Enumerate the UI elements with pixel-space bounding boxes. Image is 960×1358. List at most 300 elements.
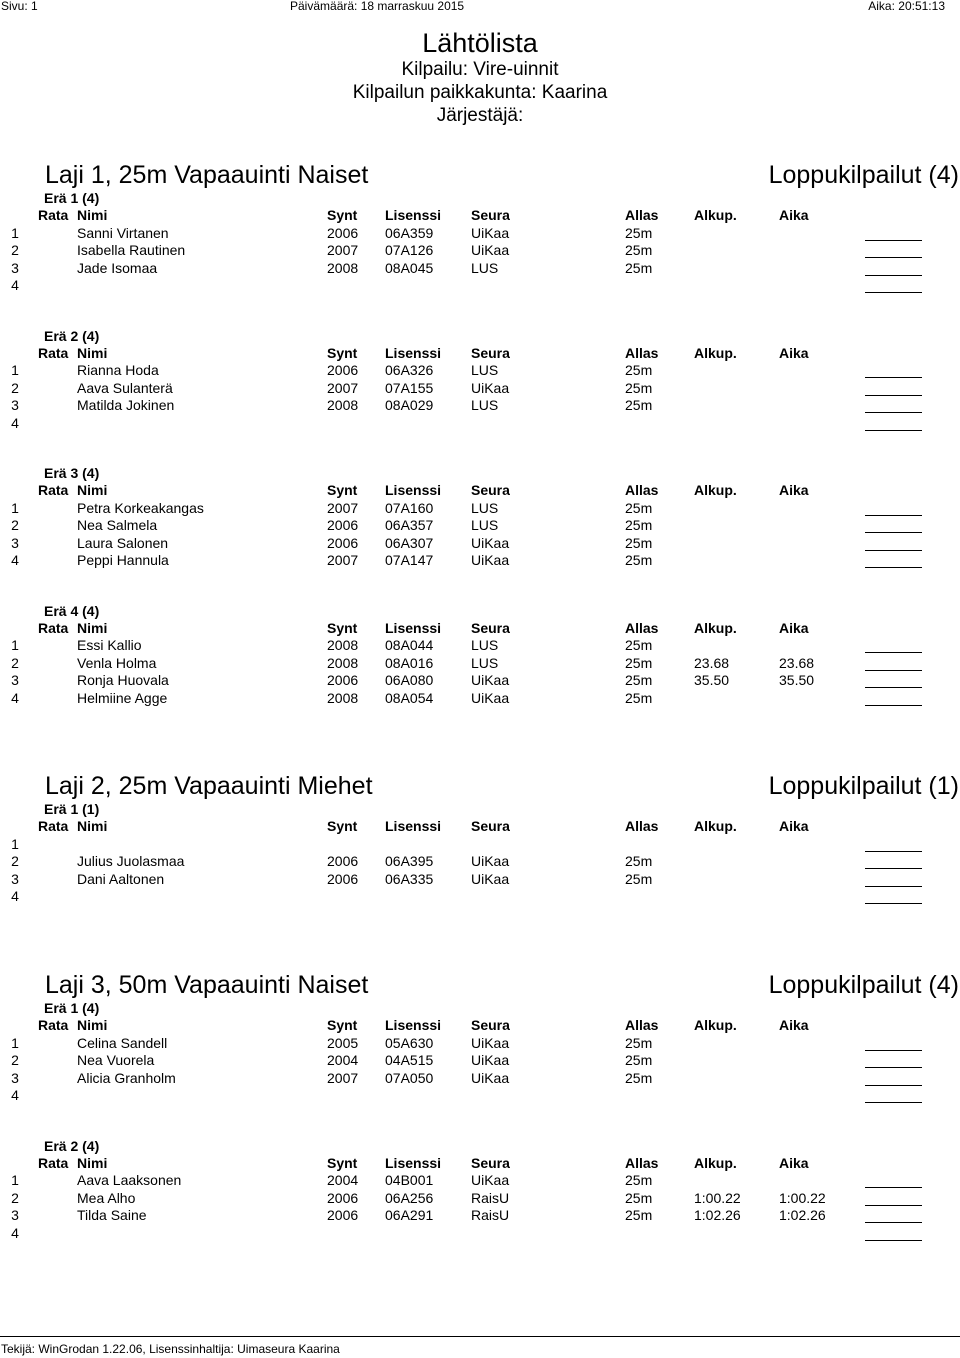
heat-section bbox=[0, 603, 960, 708]
result-blank-line bbox=[865, 550, 922, 551]
license-id: 08A016 bbox=[385, 654, 434, 671]
pool-length: 25m bbox=[625, 379, 653, 396]
result-blank-line bbox=[865, 1067, 922, 1068]
event-title: Laji 2, 25m Vapaauinti Miehet bbox=[45, 772, 373, 800]
result-blank-line bbox=[865, 1205, 922, 1206]
birth-year: 2006 bbox=[327, 534, 359, 551]
table-row bbox=[0, 260, 960, 278]
license-id: 06A359 bbox=[385, 224, 434, 241]
page-number: Sivu: 1 bbox=[1, 0, 38, 13]
club: RaisU bbox=[471, 1189, 510, 1206]
swimmer-name: Helmiine Agge bbox=[77, 689, 168, 706]
birth-year: 2006 bbox=[327, 517, 359, 533]
column-header-aika: Aika bbox=[779, 818, 809, 834]
column-header-row bbox=[0, 207, 960, 225]
lane-number: 2 bbox=[11, 654, 19, 671]
lane-number: 2 bbox=[11, 853, 19, 869]
lane-number: 1 bbox=[11, 637, 19, 653]
birth-year: 2008 bbox=[327, 689, 359, 706]
column-header-nimi: Nimi bbox=[77, 1017, 108, 1033]
license-id: 08A044 bbox=[385, 637, 434, 653]
pool-length: 25m bbox=[625, 1034, 653, 1051]
license-id: 06A256 bbox=[385, 1189, 434, 1206]
swimmer-name: Nea Salmela bbox=[77, 517, 158, 533]
lane-number: 4 bbox=[11, 277, 19, 293]
seed-time: 23.68 bbox=[694, 654, 730, 671]
birth-year: 2004 bbox=[327, 1052, 359, 1068]
column-header-nimi: Nimi bbox=[77, 619, 108, 636]
column-header-seura: Seura bbox=[471, 1017, 510, 1033]
swimmer-name: Nea Vuorela bbox=[77, 1052, 155, 1068]
club: LUS bbox=[471, 517, 499, 533]
page-header bbox=[0, 0, 960, 12]
event-header bbox=[0, 160, 960, 190]
result-blank-line bbox=[865, 1187, 922, 1188]
result-blank-line bbox=[865, 851, 922, 852]
pool-length: 25m bbox=[625, 1172, 653, 1188]
column-header-allas: Allas bbox=[625, 1017, 659, 1033]
column-header-aika: Aika bbox=[779, 1154, 809, 1171]
club: LUS bbox=[471, 362, 499, 378]
column-header-alkup: Alkup. bbox=[694, 207, 737, 223]
event-round: Loppukilpailut (4) bbox=[768, 161, 959, 189]
pool-length: 25m bbox=[625, 224, 653, 241]
result-blank-line bbox=[865, 257, 922, 258]
swimmer-name: Celina Sandell bbox=[77, 1034, 168, 1051]
column-header-allas: Allas bbox=[625, 482, 659, 498]
pool-length: 25m bbox=[625, 1052, 653, 1068]
club: UiKaa bbox=[471, 672, 510, 688]
pool-length: 25m bbox=[625, 517, 653, 533]
swimmer-name: Mea Alho bbox=[77, 1189, 136, 1206]
birth-year: 2006 bbox=[327, 853, 359, 869]
table-row bbox=[0, 500, 960, 518]
swimmer-name: Venla Holma bbox=[77, 654, 157, 671]
heat-label: Erä 2 (4) bbox=[44, 1137, 100, 1154]
table-row bbox=[0, 655, 960, 673]
club: UiKaa bbox=[471, 379, 510, 396]
swimmer-name: Julius Juolasmaa bbox=[77, 853, 185, 869]
page-title: Lähtölista bbox=[422, 28, 538, 58]
table-row bbox=[0, 1190, 960, 1208]
lane-number: 4 bbox=[11, 888, 19, 904]
result-blank-line bbox=[865, 567, 922, 568]
heat-label: Erä 1 (4) bbox=[44, 1000, 100, 1016]
swimmer-name: Rianna Hoda bbox=[77, 362, 159, 378]
license-id: 07A050 bbox=[385, 1069, 434, 1086]
pool-length: 25m bbox=[625, 654, 653, 671]
competition-organizer: Järjestäjä: bbox=[436, 105, 524, 126]
birth-year: 2006 bbox=[327, 1207, 359, 1223]
pool-length: 25m bbox=[625, 534, 653, 551]
column-header-alkup: Alkup. bbox=[694, 1017, 737, 1033]
event-title: Laji 3, 50m Vapaauinti Naiset bbox=[45, 971, 369, 999]
birth-year: 2004 bbox=[327, 1172, 359, 1188]
table-row bbox=[0, 225, 960, 243]
column-header-row bbox=[0, 1155, 960, 1173]
heat-label: Erä 2 (4) bbox=[44, 327, 100, 344]
swimmer-name: Matilda Jokinen bbox=[77, 397, 175, 413]
entry-time: 35.50 bbox=[779, 672, 815, 688]
lane-number: 1 bbox=[11, 362, 19, 378]
title-block bbox=[0, 28, 960, 127]
table-row bbox=[0, 535, 960, 553]
column-header-alkup: Alkup. bbox=[694, 482, 737, 498]
lane-number: 3 bbox=[11, 1207, 19, 1223]
swimmer-name: Peppi Hannula bbox=[77, 552, 169, 568]
swimmer-name: Jade Isomaa bbox=[77, 259, 158, 276]
result-blank-line bbox=[865, 275, 922, 276]
table-row bbox=[0, 242, 960, 260]
column-header-row bbox=[0, 818, 960, 836]
birth-year: 2005 bbox=[327, 1034, 359, 1051]
table-row bbox=[0, 637, 960, 655]
column-header-nimi: Nimi bbox=[77, 818, 108, 834]
birth-year: 2007 bbox=[327, 242, 359, 258]
lane-number: 1 bbox=[11, 224, 19, 241]
heat-section bbox=[0, 801, 960, 906]
column-header-aika: Aika bbox=[779, 1017, 809, 1033]
column-header-nimi: Nimi bbox=[77, 207, 108, 223]
column-header-nimi: Nimi bbox=[77, 482, 108, 498]
column-header-alkup: Alkup. bbox=[694, 818, 737, 834]
result-blank-line bbox=[865, 515, 922, 516]
club: UiKaa bbox=[471, 534, 510, 551]
lane-number: 1 bbox=[11, 1172, 19, 1188]
column-header-aika: Aika bbox=[779, 482, 809, 498]
table-row bbox=[0, 517, 960, 535]
license-id: 07A126 bbox=[385, 242, 434, 258]
lane-number: 4 bbox=[11, 1087, 19, 1103]
swimmer-name: Ronja Huovala bbox=[77, 672, 169, 688]
column-header-rata: Rata bbox=[38, 1154, 69, 1171]
column-header-row bbox=[0, 482, 960, 500]
entry-time: 23.68 bbox=[779, 654, 815, 671]
table-row bbox=[0, 397, 960, 415]
event-round: Loppukilpailut (4) bbox=[768, 971, 959, 999]
column-header-synt: Synt bbox=[327, 1017, 358, 1033]
club: UiKaa bbox=[471, 1172, 510, 1188]
competition-location: Kilpailun paikkakunta: Kaarina bbox=[352, 82, 608, 103]
heat-section bbox=[0, 328, 960, 433]
result-blank-line bbox=[865, 1222, 922, 1223]
heat-section bbox=[0, 1138, 960, 1243]
column-header-rata: Rata bbox=[38, 818, 69, 834]
club: UiKaa bbox=[471, 853, 510, 869]
pool-length: 25m bbox=[625, 397, 653, 413]
column-header-rata: Rata bbox=[38, 619, 69, 636]
lane-number: 3 bbox=[11, 672, 19, 688]
club: UiKaa bbox=[471, 224, 510, 241]
swimmer-name: Aava Laaksonen bbox=[77, 1172, 182, 1188]
column-header-allas: Allas bbox=[625, 207, 659, 223]
result-blank-line bbox=[865, 670, 922, 671]
lane-number: 2 bbox=[11, 517, 19, 533]
birth-year: 2006 bbox=[327, 672, 359, 688]
column-header-lisenssi: Lisenssi bbox=[385, 818, 442, 834]
club: UiKaa bbox=[471, 1034, 510, 1051]
lane-number: 4 bbox=[11, 689, 19, 706]
column-header-lisenssi: Lisenssi bbox=[385, 619, 442, 636]
result-blank-line bbox=[865, 1102, 922, 1103]
result-blank-line bbox=[865, 886, 922, 887]
event-section bbox=[0, 160, 960, 740]
table-row bbox=[0, 690, 960, 708]
lane-number: 3 bbox=[11, 870, 19, 887]
column-header-synt: Synt bbox=[327, 818, 358, 834]
column-header-seura: Seura bbox=[471, 1154, 510, 1171]
table-row bbox=[0, 888, 960, 906]
column-header-aika: Aika bbox=[779, 619, 809, 636]
column-header-synt: Synt bbox=[327, 482, 358, 498]
column-header-row bbox=[0, 1017, 960, 1035]
column-header-rata: Rata bbox=[38, 207, 69, 223]
event-header bbox=[0, 771, 960, 801]
club: LUS bbox=[471, 654, 499, 671]
entry-time: 1:00.22 bbox=[779, 1189, 826, 1206]
heat-label: Erä 1 (1) bbox=[44, 801, 100, 817]
heat-label: Erä 4 (4) bbox=[44, 602, 100, 619]
club: UiKaa bbox=[471, 1069, 510, 1086]
lane-number: 3 bbox=[11, 259, 19, 276]
column-header-seura: Seura bbox=[471, 344, 510, 361]
column-header-synt: Synt bbox=[327, 207, 358, 223]
competition-name: Kilpailu: Vire-uinnit bbox=[401, 59, 559, 80]
heat-section bbox=[0, 465, 960, 570]
result-blank-line bbox=[865, 1240, 922, 1241]
lane-number: 1 bbox=[11, 499, 19, 516]
entry-time: 1:02.26 bbox=[779, 1207, 826, 1223]
table-row bbox=[0, 1207, 960, 1225]
license-id: 06A307 bbox=[385, 534, 434, 551]
club: UiKaa bbox=[471, 242, 510, 258]
swimmer-name: Aava Sulanterä bbox=[77, 379, 173, 396]
club: UiKaa bbox=[471, 870, 510, 887]
license-id: 06A335 bbox=[385, 870, 434, 887]
license-id: 07A147 bbox=[385, 552, 434, 568]
column-header-lisenssi: Lisenssi bbox=[385, 482, 442, 498]
pool-length: 25m bbox=[625, 1189, 653, 1206]
result-blank-line bbox=[865, 1085, 922, 1086]
seed-time: 1:02.26 bbox=[694, 1207, 741, 1223]
column-header-allas: Allas bbox=[625, 619, 659, 636]
license-id: 08A045 bbox=[385, 259, 434, 276]
column-header-synt: Synt bbox=[327, 1154, 358, 1171]
birth-year: 2008 bbox=[327, 654, 359, 671]
seed-time: 35.50 bbox=[694, 672, 730, 688]
table-row bbox=[0, 871, 960, 889]
birth-year: 2008 bbox=[327, 397, 359, 413]
result-blank-line bbox=[865, 652, 922, 653]
result-blank-line bbox=[865, 903, 922, 904]
birth-year: 2008 bbox=[327, 259, 359, 276]
print-date: Päivämäärä: 18 marraskuu 2015 bbox=[290, 0, 465, 13]
lane-number: 3 bbox=[11, 1069, 19, 1086]
lane-number: 4 bbox=[11, 414, 19, 431]
column-header-alkup: Alkup. bbox=[694, 344, 737, 361]
table-row bbox=[0, 672, 960, 690]
birth-year: 2007 bbox=[327, 552, 359, 568]
column-header-row bbox=[0, 620, 960, 638]
pool-length: 25m bbox=[625, 853, 653, 869]
table-row bbox=[0, 1087, 960, 1105]
column-header-seura: Seura bbox=[471, 619, 510, 636]
lane-number: 2 bbox=[11, 242, 19, 258]
column-header-rata: Rata bbox=[38, 1017, 69, 1033]
seed-time: 1:00.22 bbox=[694, 1189, 741, 1206]
license-id: 07A155 bbox=[385, 379, 434, 396]
swimmer-name: Alicia Granholm bbox=[77, 1069, 176, 1086]
column-header-lisenssi: Lisenssi bbox=[385, 1017, 442, 1033]
pool-length: 25m bbox=[625, 637, 653, 653]
result-blank-line bbox=[865, 395, 922, 396]
club: LUS bbox=[471, 637, 499, 653]
table-row bbox=[0, 1225, 960, 1243]
column-header-synt: Synt bbox=[327, 344, 358, 361]
license-id: 08A054 bbox=[385, 689, 434, 706]
column-header-lisenssi: Lisenssi bbox=[385, 344, 442, 361]
swimmer-name: Petra Korkeakangas bbox=[77, 499, 204, 516]
column-header-lisenssi: Lisenssi bbox=[385, 207, 442, 223]
license-id: 06A357 bbox=[385, 517, 434, 533]
pool-length: 25m bbox=[625, 499, 653, 516]
club: LUS bbox=[471, 259, 499, 276]
column-header-alkup: Alkup. bbox=[694, 619, 737, 636]
event-title: Laji 1, 25m Vapaauinti Naiset bbox=[45, 161, 369, 189]
license-id: 06A291 bbox=[385, 1207, 434, 1223]
event-round: Loppukilpailut (1) bbox=[768, 772, 959, 800]
result-blank-line bbox=[865, 705, 922, 706]
result-blank-line bbox=[865, 532, 922, 533]
table-row bbox=[0, 277, 960, 295]
column-header-seura: Seura bbox=[471, 818, 510, 834]
license-id: 04A515 bbox=[385, 1052, 434, 1068]
column-header-alkup: Alkup. bbox=[694, 1154, 737, 1171]
pool-length: 25m bbox=[625, 242, 653, 258]
lane-number: 4 bbox=[11, 1224, 19, 1241]
column-header-lisenssi: Lisenssi bbox=[385, 1154, 442, 1171]
license-id: 06A080 bbox=[385, 672, 434, 688]
club: LUS bbox=[471, 397, 499, 413]
column-header-allas: Allas bbox=[625, 1154, 659, 1171]
table-row bbox=[0, 415, 960, 433]
birth-year: 2006 bbox=[327, 1189, 359, 1206]
column-header-aika: Aika bbox=[779, 207, 809, 223]
lane-number: 2 bbox=[11, 1052, 19, 1068]
pool-length: 25m bbox=[625, 689, 653, 706]
table-row bbox=[0, 1070, 960, 1088]
table-row bbox=[0, 1052, 960, 1070]
birth-year: 2006 bbox=[327, 224, 359, 241]
license-id: 06A326 bbox=[385, 362, 434, 378]
event-section bbox=[0, 771, 960, 939]
table-row bbox=[0, 853, 960, 871]
club: RaisU bbox=[471, 1207, 510, 1223]
club: UiKaa bbox=[471, 689, 510, 706]
table-row bbox=[0, 1035, 960, 1053]
pool-length: 25m bbox=[625, 259, 653, 276]
result-blank-line bbox=[865, 292, 922, 293]
lane-number: 3 bbox=[11, 534, 19, 551]
pool-length: 25m bbox=[625, 362, 653, 378]
pool-length: 25m bbox=[625, 870, 653, 887]
swimmer-name: Isabella Rautinen bbox=[77, 242, 186, 258]
column-header-seura: Seura bbox=[471, 207, 510, 223]
table-row bbox=[0, 1172, 960, 1190]
footer-credits: Tekijä: WinGrodan 1.22.06, Lisenssinhaltija: Uimaseura Kaarina bbox=[1, 1342, 340, 1356]
table-row bbox=[0, 836, 960, 854]
birth-year: 2008 bbox=[327, 637, 359, 653]
result-blank-line bbox=[865, 430, 922, 431]
column-header-nimi: Nimi bbox=[77, 1154, 108, 1171]
lane-number: 2 bbox=[11, 1189, 19, 1206]
birth-year: 2007 bbox=[327, 499, 359, 516]
heat-label: Erä 1 (4) bbox=[44, 190, 100, 206]
pool-length: 25m bbox=[625, 552, 653, 568]
table-row bbox=[0, 362, 960, 380]
result-blank-line bbox=[865, 412, 922, 413]
lane-number: 3 bbox=[11, 397, 19, 413]
heat-section bbox=[0, 1000, 960, 1105]
license-id: 07A160 bbox=[385, 499, 434, 516]
swimmer-name: Tilda Saine bbox=[77, 1207, 147, 1223]
swimmer-name: Laura Salonen bbox=[77, 534, 169, 551]
print-time: Aika: 20:51:13 bbox=[868, 0, 945, 13]
lane-number: 1 bbox=[11, 835, 19, 852]
pool-length: 25m bbox=[625, 672, 653, 688]
column-header-nimi: Nimi bbox=[77, 344, 108, 361]
table-row bbox=[0, 552, 960, 570]
result-blank-line bbox=[865, 687, 922, 688]
result-blank-line bbox=[865, 1050, 922, 1051]
column-header-allas: Allas bbox=[625, 344, 659, 361]
swimmer-name: Essi Kallio bbox=[77, 637, 142, 653]
heat-label: Erä 3 (4) bbox=[44, 465, 100, 481]
result-blank-line bbox=[865, 377, 922, 378]
result-blank-line bbox=[865, 868, 922, 869]
event-section bbox=[0, 970, 960, 1275]
club: UiKaa bbox=[471, 552, 510, 568]
license-id: 05A630 bbox=[385, 1034, 434, 1051]
license-id: 08A029 bbox=[385, 397, 434, 413]
lane-number: 2 bbox=[11, 379, 19, 396]
event-header bbox=[0, 970, 960, 1000]
result-blank-line bbox=[865, 240, 922, 241]
column-header-allas: Allas bbox=[625, 818, 659, 834]
heat-section bbox=[0, 190, 960, 295]
birth-year: 2006 bbox=[327, 362, 359, 378]
club: LUS bbox=[471, 499, 499, 516]
column-header-aika: Aika bbox=[779, 344, 809, 361]
swimmer-name: Dani Aaltonen bbox=[77, 870, 165, 887]
birth-year: 2007 bbox=[327, 379, 359, 396]
license-id: 04B001 bbox=[385, 1172, 434, 1188]
pool-length: 25m bbox=[625, 1069, 653, 1086]
license-id: 06A395 bbox=[385, 853, 434, 869]
table-row bbox=[0, 380, 960, 398]
birth-year: 2007 bbox=[327, 1069, 359, 1086]
column-header-seura: Seura bbox=[471, 482, 510, 498]
swimmer-name: Sanni Virtanen bbox=[77, 224, 169, 241]
pool-length: 25m bbox=[625, 1207, 653, 1223]
column-header-rata: Rata bbox=[38, 344, 69, 361]
club: UiKaa bbox=[471, 1052, 510, 1068]
column-header-rata: Rata bbox=[38, 482, 69, 498]
birth-year: 2006 bbox=[327, 870, 359, 887]
footer-divider bbox=[0, 1336, 960, 1337]
lane-number: 1 bbox=[11, 1034, 19, 1051]
column-header-row bbox=[0, 345, 960, 363]
